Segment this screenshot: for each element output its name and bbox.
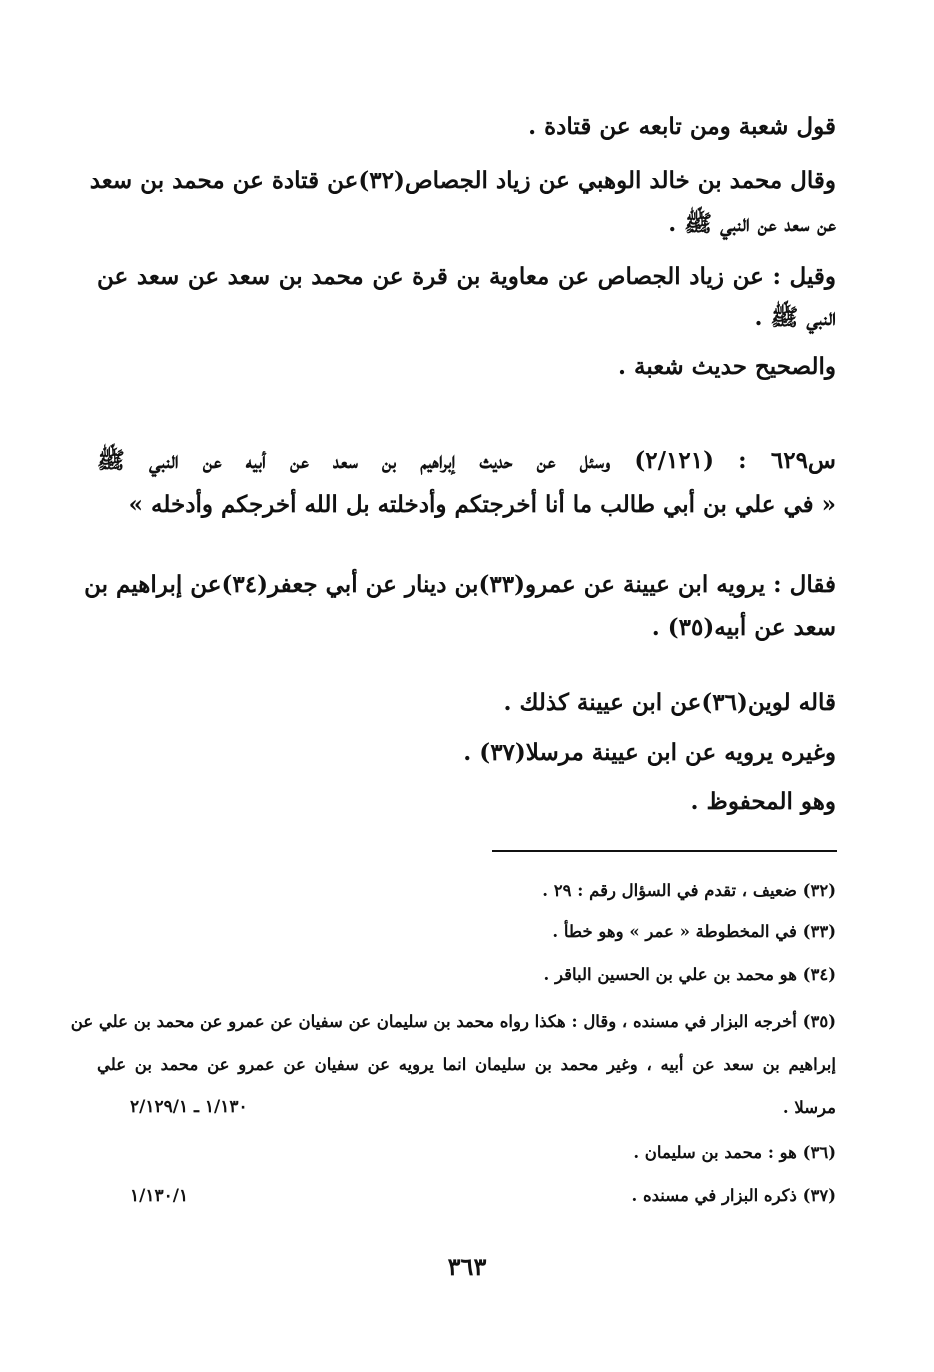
footnote-33: (٣٣) في المخطوطة « عمر » وهو خطأ . xyxy=(552,922,836,941)
question-line: س٦٢٩ : (٢/١٢١) وسئل عن حديث إبراهيم بن سعد عن أبيه عن النبي ﷺ xyxy=(97,447,836,474)
text-line: قول شعبة ومن تابعه عن قتادة . xyxy=(528,113,836,140)
footnote-35-end: مرسلا . xyxy=(782,1098,836,1117)
question-line: « في علي بن أبي طالب ما أنا أخرجتكم وأدخلته بل الله أخرجكم وأدخله » xyxy=(128,491,836,518)
footnote-35: (٣٥) أخرجه البزار في مسنده ، وقال : هكذا رواه محمد بن سليمان عن سفيان عن عمرو عن محمد بن علي عن xyxy=(70,1012,836,1031)
footnote-35-reference: ١/١٣٠ ـ ٢/١٢٩/١ xyxy=(130,1097,248,1117)
footnote-34: (٣٤) هو محمد بن علي بن الحسين الباقر . xyxy=(543,965,836,984)
answer-line: وغيره يرويه عن ابن عيينة مرسلا(٣٧) . xyxy=(463,739,836,766)
footnote-32: (٣٢) ضعيف ، تقدم في السؤال رقم : ٢٩ . xyxy=(542,881,836,900)
footnote-37-reference: ١/١٣٠/١ xyxy=(130,1186,189,1206)
footnote-separator xyxy=(492,850,837,852)
answer-line: فقال : يرويه ابن عيينة عن عمرو(٣٣)بن دينار عن أبي جعفر(٣٤)عن إبراهيم بن xyxy=(84,571,836,598)
text-line: وقيل : عن زياد الجصاص عن معاوية بن قرة عن محمد بن سعد عن سعد عن xyxy=(97,263,836,290)
text-line: عن سعد عن النبي ﷺ . xyxy=(668,210,836,237)
text-line: وقال محمد بن خالد الوهبي عن زياد الجصاص(٣٢)عن قتادة عن محمد بن سعد xyxy=(89,167,836,194)
footnote-36: (٣٦) هو : محمد بن سليمان . xyxy=(633,1143,836,1162)
answer-line: وهو المحفوظ . xyxy=(690,788,836,815)
text-line: النبي ﷺ . xyxy=(754,304,836,331)
text-line: والصحيح حديث شعبة . xyxy=(617,353,836,380)
answer-line: قاله لوين(٣٦)عن ابن عيينة كذلك . xyxy=(503,689,836,716)
answer-line: سعد عن أبيه(٣٥) . xyxy=(651,614,836,641)
footnote-35-cont: إبراهيم بن سعد عن أبيه ، وغير محمد بن سليمان انما يرويه عن سفيان عن عمرو عن محمد بن علي xyxy=(97,1055,836,1074)
page-number: ٣٦٣ xyxy=(447,1252,487,1281)
footnote-37: (٣٧) ذكره البزار في مسنده . xyxy=(631,1186,836,1205)
